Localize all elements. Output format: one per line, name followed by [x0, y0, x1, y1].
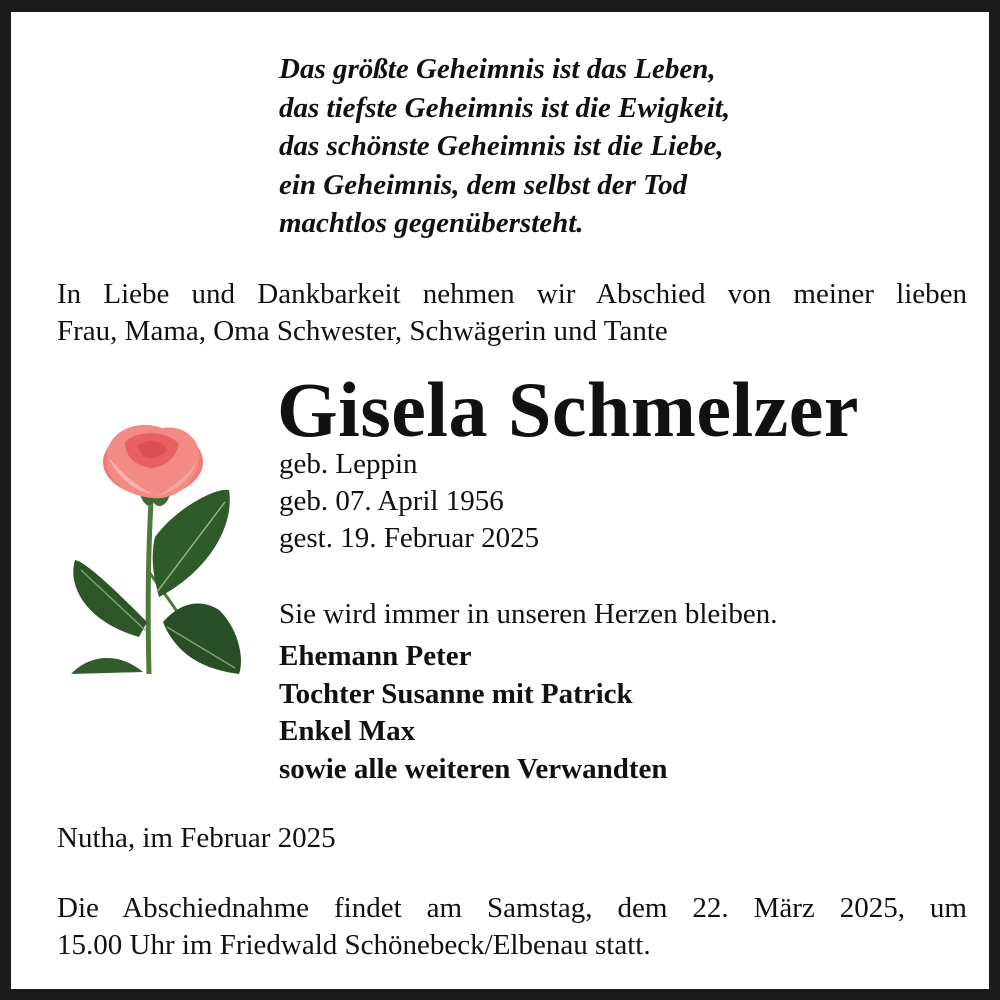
poem-line: das schönste Geheimnis ist die Liebe, [279, 130, 724, 162]
maiden-name: geb. Leppin [279, 448, 418, 480]
intro-line: Frau, Mama, Oma Schwester, Schwägerin und Tante [57, 315, 668, 347]
birth-date: geb. 07. April 1956 [279, 485, 504, 517]
mourner: sowie alle weiteren Verwandten [279, 752, 668, 785]
deceased-name: Gisela Schmelzer [277, 366, 859, 453]
poem-line: das tiefste Geheimnis ist die Ewigkeit, [279, 91, 731, 124]
rose-image [67, 422, 247, 678]
life-dates [279, 446, 539, 557]
mourners-list [279, 638, 668, 788]
death-date: gest. 19. Februar 2025 [279, 522, 540, 554]
mourner: Ehemann Peter [279, 640, 472, 672]
service-info [57, 890, 967, 964]
poem [279, 50, 730, 243]
mourner: Enkel Max [279, 715, 416, 747]
remembrance-line: Sie wird immer in unseren Herzen bleiben. [279, 598, 778, 630]
poem-line: Das größte Geheimnis ist das Leben, [279, 53, 716, 85]
service-line: 15.00 Uhr im Friedwald Schönebeck/Elbenau statt. [57, 929, 651, 961]
mourner: Tochter Susanne mit Patrick [279, 677, 633, 710]
service-line: Die Abschiednahme findet am Samstag, dem 22. März 2025, um [57, 892, 967, 924]
poem-line: machtlos gegenübersteht. [279, 207, 584, 239]
place-date: Nutha, im Februar 2025 [57, 822, 336, 854]
intro-line: In Liebe und Dankbarkeit nehmen wir Abschied von meiner lieben [57, 278, 967, 310]
poem-line: ein Geheimnis, dem selbst der Tod [279, 168, 688, 201]
intro-text [57, 276, 967, 350]
